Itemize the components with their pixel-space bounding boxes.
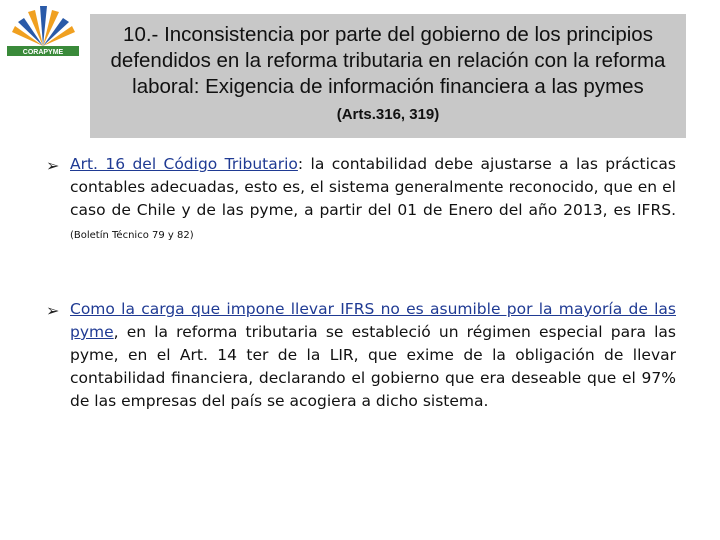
sunburst-icon (12, 6, 75, 46)
bullet-item (46, 298, 676, 413)
title-article-ref: (Arts.316, 319) (336, 106, 440, 123)
title-main: 10.- Inconsistencia por parte del gobierno de los principios defendidos en la reforma tributaria en relación con la reforma laboral: Exigencia de información financiera a las pymes (110, 23, 666, 98)
bullet-body: , en la reforma tributaria se estableció un régimen especial para las pyme, en el Art. 14 ter de la LIR, que exime de la obligación de llevar contabilidad financiera, declarando el gobierno que era deseable que el 97% de las empresas del país se acogiera a dicho sistema. (70, 323, 676, 410)
bullet-text (70, 153, 676, 247)
slide-title (90, 14, 686, 138)
bullet-body: : la contabilidad debe ajustarse a las prácticas contables adecuadas, esto es, el sistema generalmente reconocido, que en el caso de Chile y de las pyme, a partir del 01 de Enero del año 2013, es IFRS. (70, 155, 676, 219)
ifrs-link[interactable]: Como la carga que impone llevar IFRS no es asumible por la mayoría de las pyme (70, 300, 676, 341)
article-link[interactable]: Art. 16 del Código Tributario (70, 155, 298, 173)
bullet-item (46, 153, 676, 247)
bullet-text (70, 298, 676, 413)
corapyme-logo (4, 2, 82, 64)
arrow-bullet-icon: ➢ (46, 301, 60, 320)
bulletin-ref: (Boletín Técnico 79 y 82) (70, 230, 194, 241)
logo-text: CORAPYME (22, 49, 64, 56)
arrow-bullet-icon: ➢ (46, 156, 60, 175)
